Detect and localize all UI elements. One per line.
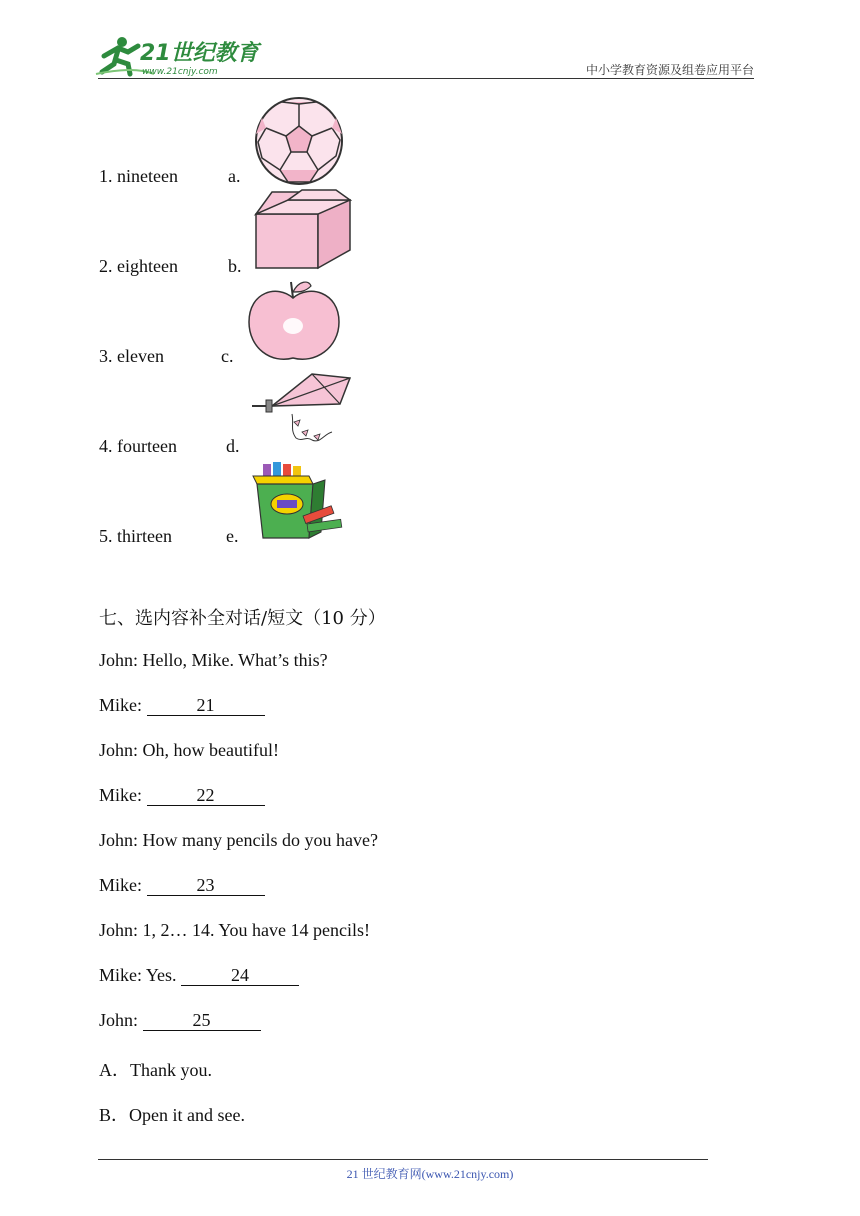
soccer-ball-icon [252, 96, 346, 191]
match-word: 5. thirteen [99, 526, 172, 546]
option-a: A．Thank you. [99, 1060, 212, 1080]
dialogue-line: John: Hello, Mike. What’s this? [99, 650, 328, 670]
match-word: 1. nineteen [99, 166, 178, 186]
footer-divider [98, 1159, 708, 1160]
apple-icon [247, 278, 341, 369]
answer-blank-25[interactable] [143, 1010, 261, 1031]
answer-blank-24[interactable] [181, 965, 299, 986]
speaker: Mike: [99, 875, 147, 895]
answer-blank-23[interactable] [147, 875, 265, 896]
dialogue-line [99, 965, 299, 986]
match-word: 2. eighteen [99, 256, 178, 276]
blank-number: 24 [231, 965, 250, 985]
match-word: 4. fourteen [99, 436, 177, 456]
dialogue-line: John: Oh, how beautiful! [99, 740, 279, 760]
answer-blank-22[interactable] [147, 785, 265, 806]
speaker: Mike: [99, 785, 147, 805]
match-letter: d. [226, 436, 240, 456]
dialogue-line [99, 785, 265, 806]
dialogue-line: John: How many pencils do you have? [99, 830, 378, 850]
speaker: John: [99, 1010, 143, 1030]
answer-blank-21[interactable] [147, 695, 265, 716]
header-divider [98, 78, 754, 79]
option-b: B．Open it and see. [99, 1105, 245, 1125]
blank-number: 25 [192, 1010, 211, 1030]
footer-text[interactable]: 21 世纪教育网(www.21cnjy.com) [346, 1167, 514, 1181]
dialogue-line: John: 1, 2… 14. You have 14 pencils! [99, 920, 370, 940]
match-letter: e. [226, 526, 239, 546]
site-logo [94, 34, 264, 78]
crayon-box-icon [249, 460, 345, 549]
section-title: 七、选内容补全对话/短文（10 分） [99, 608, 386, 629]
dialogue-line [99, 1010, 261, 1031]
logo-text: 21世纪教育 [140, 41, 259, 66]
blank-number: 22 [196, 785, 215, 805]
match-letter: b. [228, 256, 242, 276]
dialogue-line [99, 695, 265, 716]
platform-name: 中小学教育资源及组卷应用平台 [585, 63, 754, 77]
match-word: 3. eleven [99, 346, 164, 366]
blank-number: 23 [196, 875, 215, 895]
speaker: Mike: [99, 695, 147, 715]
blank-number: 21 [196, 695, 215, 715]
kite-icon [250, 368, 360, 457]
match-letter: a. [228, 166, 241, 186]
match-letter: c. [221, 346, 234, 366]
logo-url: www.21cnjy.com [142, 67, 218, 77]
dialogue-line [99, 875, 265, 896]
speaker: Mike: Yes. [99, 965, 182, 985]
box-icon [252, 188, 352, 277]
